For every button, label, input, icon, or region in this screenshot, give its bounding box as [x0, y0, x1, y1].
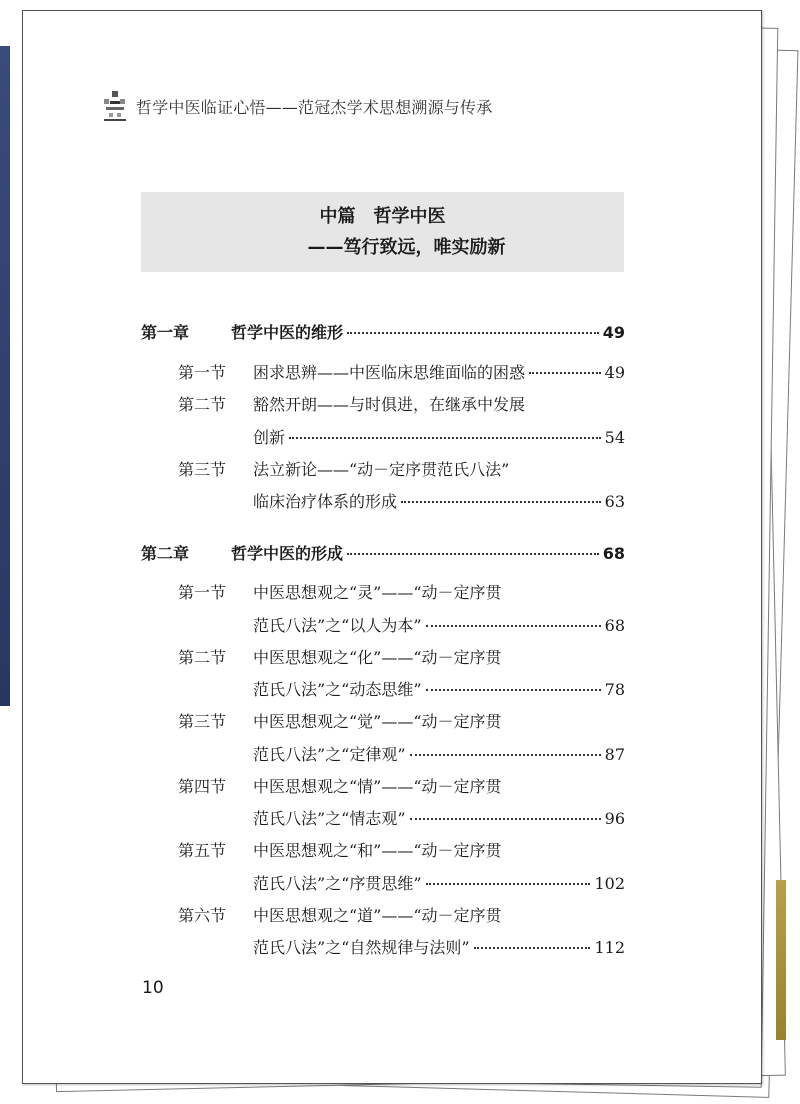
section-label: 第五节: [178, 841, 227, 860]
dot-leader: [347, 332, 599, 334]
toc-chapter-1[interactable]: [141, 320, 625, 343]
section-title: 中医思想观之“情”——“动－定序贯: [253, 777, 502, 796]
section-label: 第六节: [178, 906, 227, 925]
toc-section-2-6-continued[interactable]: [253, 935, 625, 958]
section-title-continued: 范氏八法”之“动态思维”: [253, 680, 422, 699]
chapter-page-number: 49: [602, 323, 625, 342]
section-page-number: 96: [604, 809, 625, 828]
toc-section-2-3-continued[interactable]: [253, 742, 625, 765]
section-title: 中医思想观之“灵”——“动－定序贯: [253, 583, 502, 602]
toc-section-2-2[interactable]: [178, 645, 625, 668]
chapter-label: 第一章: [141, 323, 190, 342]
toc-section-2-4[interactable]: [178, 774, 625, 797]
section-page-number: 63: [604, 492, 625, 511]
section-page-number: 112: [594, 938, 625, 957]
section-page-number: 78: [604, 680, 625, 699]
page-number: 10: [142, 978, 164, 998]
toc-section-2-1[interactable]: [178, 580, 625, 603]
dot-leader: [347, 553, 599, 555]
dot-leader: [401, 501, 601, 503]
toc-chapter-2[interactable]: [141, 541, 625, 564]
section-title-continued: 范氏八法”之“自然规律与法则”: [253, 938, 470, 957]
section-title: 中医思想观之“觉”——“动－定序贯: [253, 712, 502, 731]
cover-edge-blue: [0, 46, 10, 706]
toc-section-1-1[interactable]: [178, 360, 625, 383]
dot-leader: [529, 372, 601, 374]
section-title-continued: 范氏八法”之“定律观”: [253, 745, 406, 764]
chapter-label: 第二章: [141, 544, 190, 563]
dot-leader: [426, 883, 591, 885]
section-label: 第一节: [178, 583, 227, 602]
section-label: 第三节: [178, 460, 227, 479]
dot-leader: [426, 689, 601, 691]
part-heading-title: 中篇 哲学中医: [319, 206, 446, 227]
section-title-continued: 范氏八法”之“序贯思维”: [253, 874, 422, 893]
section-title: 中医思想观之“化”——“动－定序贯: [253, 648, 502, 667]
toc-section-2-6[interactable]: [178, 903, 625, 926]
toc-section-1-2[interactable]: [178, 392, 625, 415]
toc-section-2-2-continued[interactable]: [253, 677, 625, 700]
section-page-number: 49: [604, 363, 625, 382]
dot-leader: [426, 625, 601, 627]
section-page-number: 54: [604, 428, 625, 447]
section-title-continued: 范氏八法”之“情志观”: [253, 809, 406, 828]
running-head-title: 哲学中医临证心悟——范冠杰学术思想溯源与传承: [136, 97, 493, 117]
toc-section-2-4-continued[interactable]: [253, 806, 625, 829]
section-label: 第一节: [178, 363, 227, 382]
toc-section-1-2-continued[interactable]: [253, 425, 625, 448]
section-title: 中医思想观之“道”——“动－定序贯: [253, 906, 502, 925]
running-head: [100, 86, 740, 126]
dot-leader: [410, 754, 601, 756]
section-label: 第三节: [178, 712, 227, 731]
dot-leader: [289, 437, 601, 439]
toc-section-1-3[interactable]: [178, 457, 625, 480]
chapter-title: 哲学中医的形成: [231, 544, 344, 563]
toc-section-2-1-continued[interactable]: [253, 613, 625, 636]
cover-edge-gold: [776, 880, 786, 1040]
section-label: 第四节: [178, 777, 227, 796]
toc-section-2-5[interactable]: [178, 838, 625, 861]
book-logo-icon: [100, 89, 130, 123]
chapter-title: 哲学中医的维形: [231, 323, 344, 342]
dot-leader: [410, 818, 601, 820]
section-title: 困求思辨——中医临床思维面临的困惑: [253, 363, 526, 382]
section-title: 法立新论——“动－定序贯范氏八法”: [253, 460, 510, 479]
dot-leader: [474, 947, 591, 949]
section-label: 第二节: [178, 648, 227, 667]
toc-section-2-3[interactable]: [178, 709, 625, 732]
toc-section-2-5-continued[interactable]: [253, 871, 625, 894]
section-title-continued: 临床治疗体系的形成: [253, 492, 398, 511]
section-title-continued: 范氏八法”之“以人为本”: [253, 616, 422, 635]
section-title: 豁然开朗——与时俱进，在继承中发展: [253, 395, 526, 414]
section-page-number: 68: [604, 616, 625, 635]
section-page-number: 102: [594, 874, 625, 893]
section-title: 中医思想观之“和”——“动－定序贯: [253, 841, 502, 860]
part-heading-subtitle: ——笃行致远，唯实励新: [307, 237, 506, 258]
toc-section-1-3-continued[interactable]: [253, 489, 625, 512]
chapter-page-number: 68: [602, 544, 625, 563]
section-title-continued: 创新: [253, 428, 286, 447]
part-heading-box: [141, 192, 624, 272]
section-label: 第二节: [178, 395, 227, 414]
section-page-number: 87: [604, 745, 625, 764]
